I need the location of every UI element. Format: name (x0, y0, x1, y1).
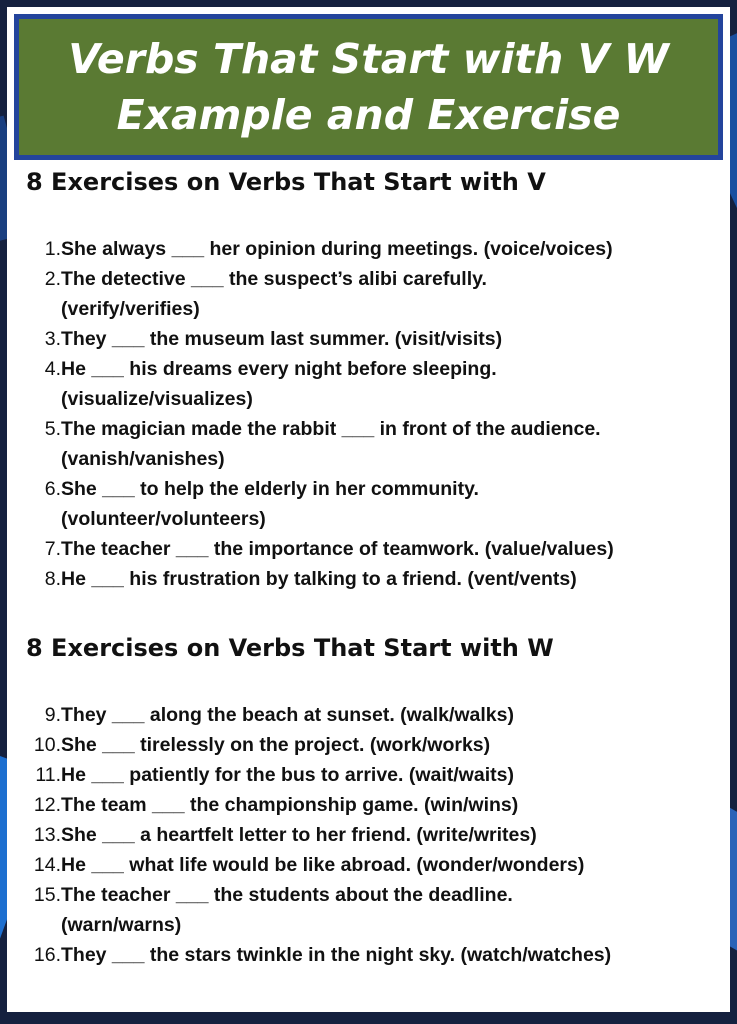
exercise-line: They ___ the stars twinkle in the night sky. (watch/watches) (61, 944, 612, 966)
exercise-number: 16. (33, 944, 61, 966)
exercise-line: He ___ patiently for the bus to arrive. (wait/waits) (61, 764, 514, 786)
exercise-number: 5. (44, 418, 61, 440)
exercise-line: They ___ the museum last summer. (visit/visits) (61, 328, 503, 350)
exercise-item (7, 850, 730, 880)
exercise-number: 14. (33, 854, 61, 876)
exercise-number: 11. (35, 764, 61, 786)
exercise-number: 7. (44, 538, 61, 560)
exercise-line: (warn/warns) (61, 914, 182, 936)
title-banner (14, 14, 723, 160)
exercise-item (7, 234, 730, 264)
exercise-number: 10. (33, 734, 61, 756)
exercise-number: 4. (44, 358, 61, 380)
exercise-line: The teacher ___ the importance of teamwork. (value/values) (61, 538, 614, 560)
exercise-line: She ___ to help the elderly in her community. (61, 478, 479, 500)
exercise-line: (volunteer/volunteers) (61, 508, 266, 530)
exercise-item (7, 264, 730, 324)
exercise-item (7, 880, 730, 940)
exercise-item (7, 940, 730, 970)
exercise-text (61, 534, 730, 564)
exercise-text (61, 474, 730, 534)
exercise-text (61, 850, 730, 880)
exercise-text (61, 730, 730, 760)
section-heading-w: 8 Exercises on Verbs That Start with W (26, 634, 554, 662)
title-line-2: Example and Exercise (116, 91, 621, 139)
exercise-text (61, 324, 730, 354)
exercise-number: 2. (44, 268, 61, 290)
title-line-1: Verbs That Start with V W (68, 35, 669, 83)
exercise-item (7, 324, 730, 354)
exercise-text (61, 564, 730, 594)
exercise-line: He ___ his frustration by talking to a friend. (vent/vents) (61, 568, 577, 590)
exercise-item (7, 414, 730, 474)
exercise-number: 13. (33, 824, 61, 846)
exercise-line: She always ___ her opinion during meetings. (voice/voices) (61, 238, 613, 260)
exercise-list-v (7, 234, 730, 594)
exercise-text (61, 234, 730, 264)
exercise-item (7, 354, 730, 414)
exercise-text (61, 940, 730, 970)
exercise-line: The magician made the rabbit ___ in front of the audience. (61, 418, 601, 440)
exercise-text (61, 414, 730, 474)
exercise-line: (visualize/visualizes) (61, 388, 253, 410)
exercise-line: She ___ tirelessly on the project. (work/works) (61, 734, 491, 756)
exercise-item (7, 820, 730, 850)
exercise-number: 1. (44, 238, 61, 260)
exercise-item (7, 474, 730, 534)
exercise-text (61, 700, 730, 730)
exercise-item (7, 700, 730, 730)
exercise-line: (verify/verifies) (61, 298, 200, 320)
exercise-item (7, 790, 730, 820)
exercise-line: He ___ his dreams every night before sleeping. (61, 358, 497, 380)
exercise-number: 12. (33, 794, 61, 816)
exercise-text (61, 790, 730, 820)
exercise-list-w (7, 700, 730, 970)
exercise-line: They ___ along the beach at sunset. (walk/walks) (61, 704, 514, 726)
exercise-item (7, 730, 730, 760)
exercise-text (61, 760, 730, 790)
exercise-text (61, 820, 730, 850)
exercise-line: The detective ___ the suspect’s alibi carefully. (61, 268, 487, 290)
exercise-line: The team ___ the championship game. (win/wins) (61, 794, 519, 816)
exercise-item (7, 760, 730, 790)
exercise-text (61, 354, 730, 414)
exercise-number: 6. (44, 478, 61, 500)
section-heading-v: 8 Exercises on Verbs That Start with V (26, 168, 546, 196)
exercise-number: 9. (44, 704, 61, 726)
exercise-number: 3. (44, 328, 61, 350)
exercise-line: She ___ a heartfelt letter to her friend. (write/writes) (61, 824, 537, 846)
exercise-number: 15. (33, 884, 61, 906)
exercise-line: The teacher ___ the students about the deadline. (61, 884, 513, 906)
exercise-number: 8. (44, 568, 61, 590)
exercise-text (61, 880, 730, 940)
worksheet-card (7, 7, 730, 1012)
exercise-line: He ___ what life would be like abroad. (wonder/wonders) (61, 854, 585, 876)
exercise-line: (vanish/vanishes) (61, 448, 225, 470)
exercise-text (61, 264, 730, 324)
exercise-item (7, 534, 730, 564)
exercise-item (7, 564, 730, 594)
